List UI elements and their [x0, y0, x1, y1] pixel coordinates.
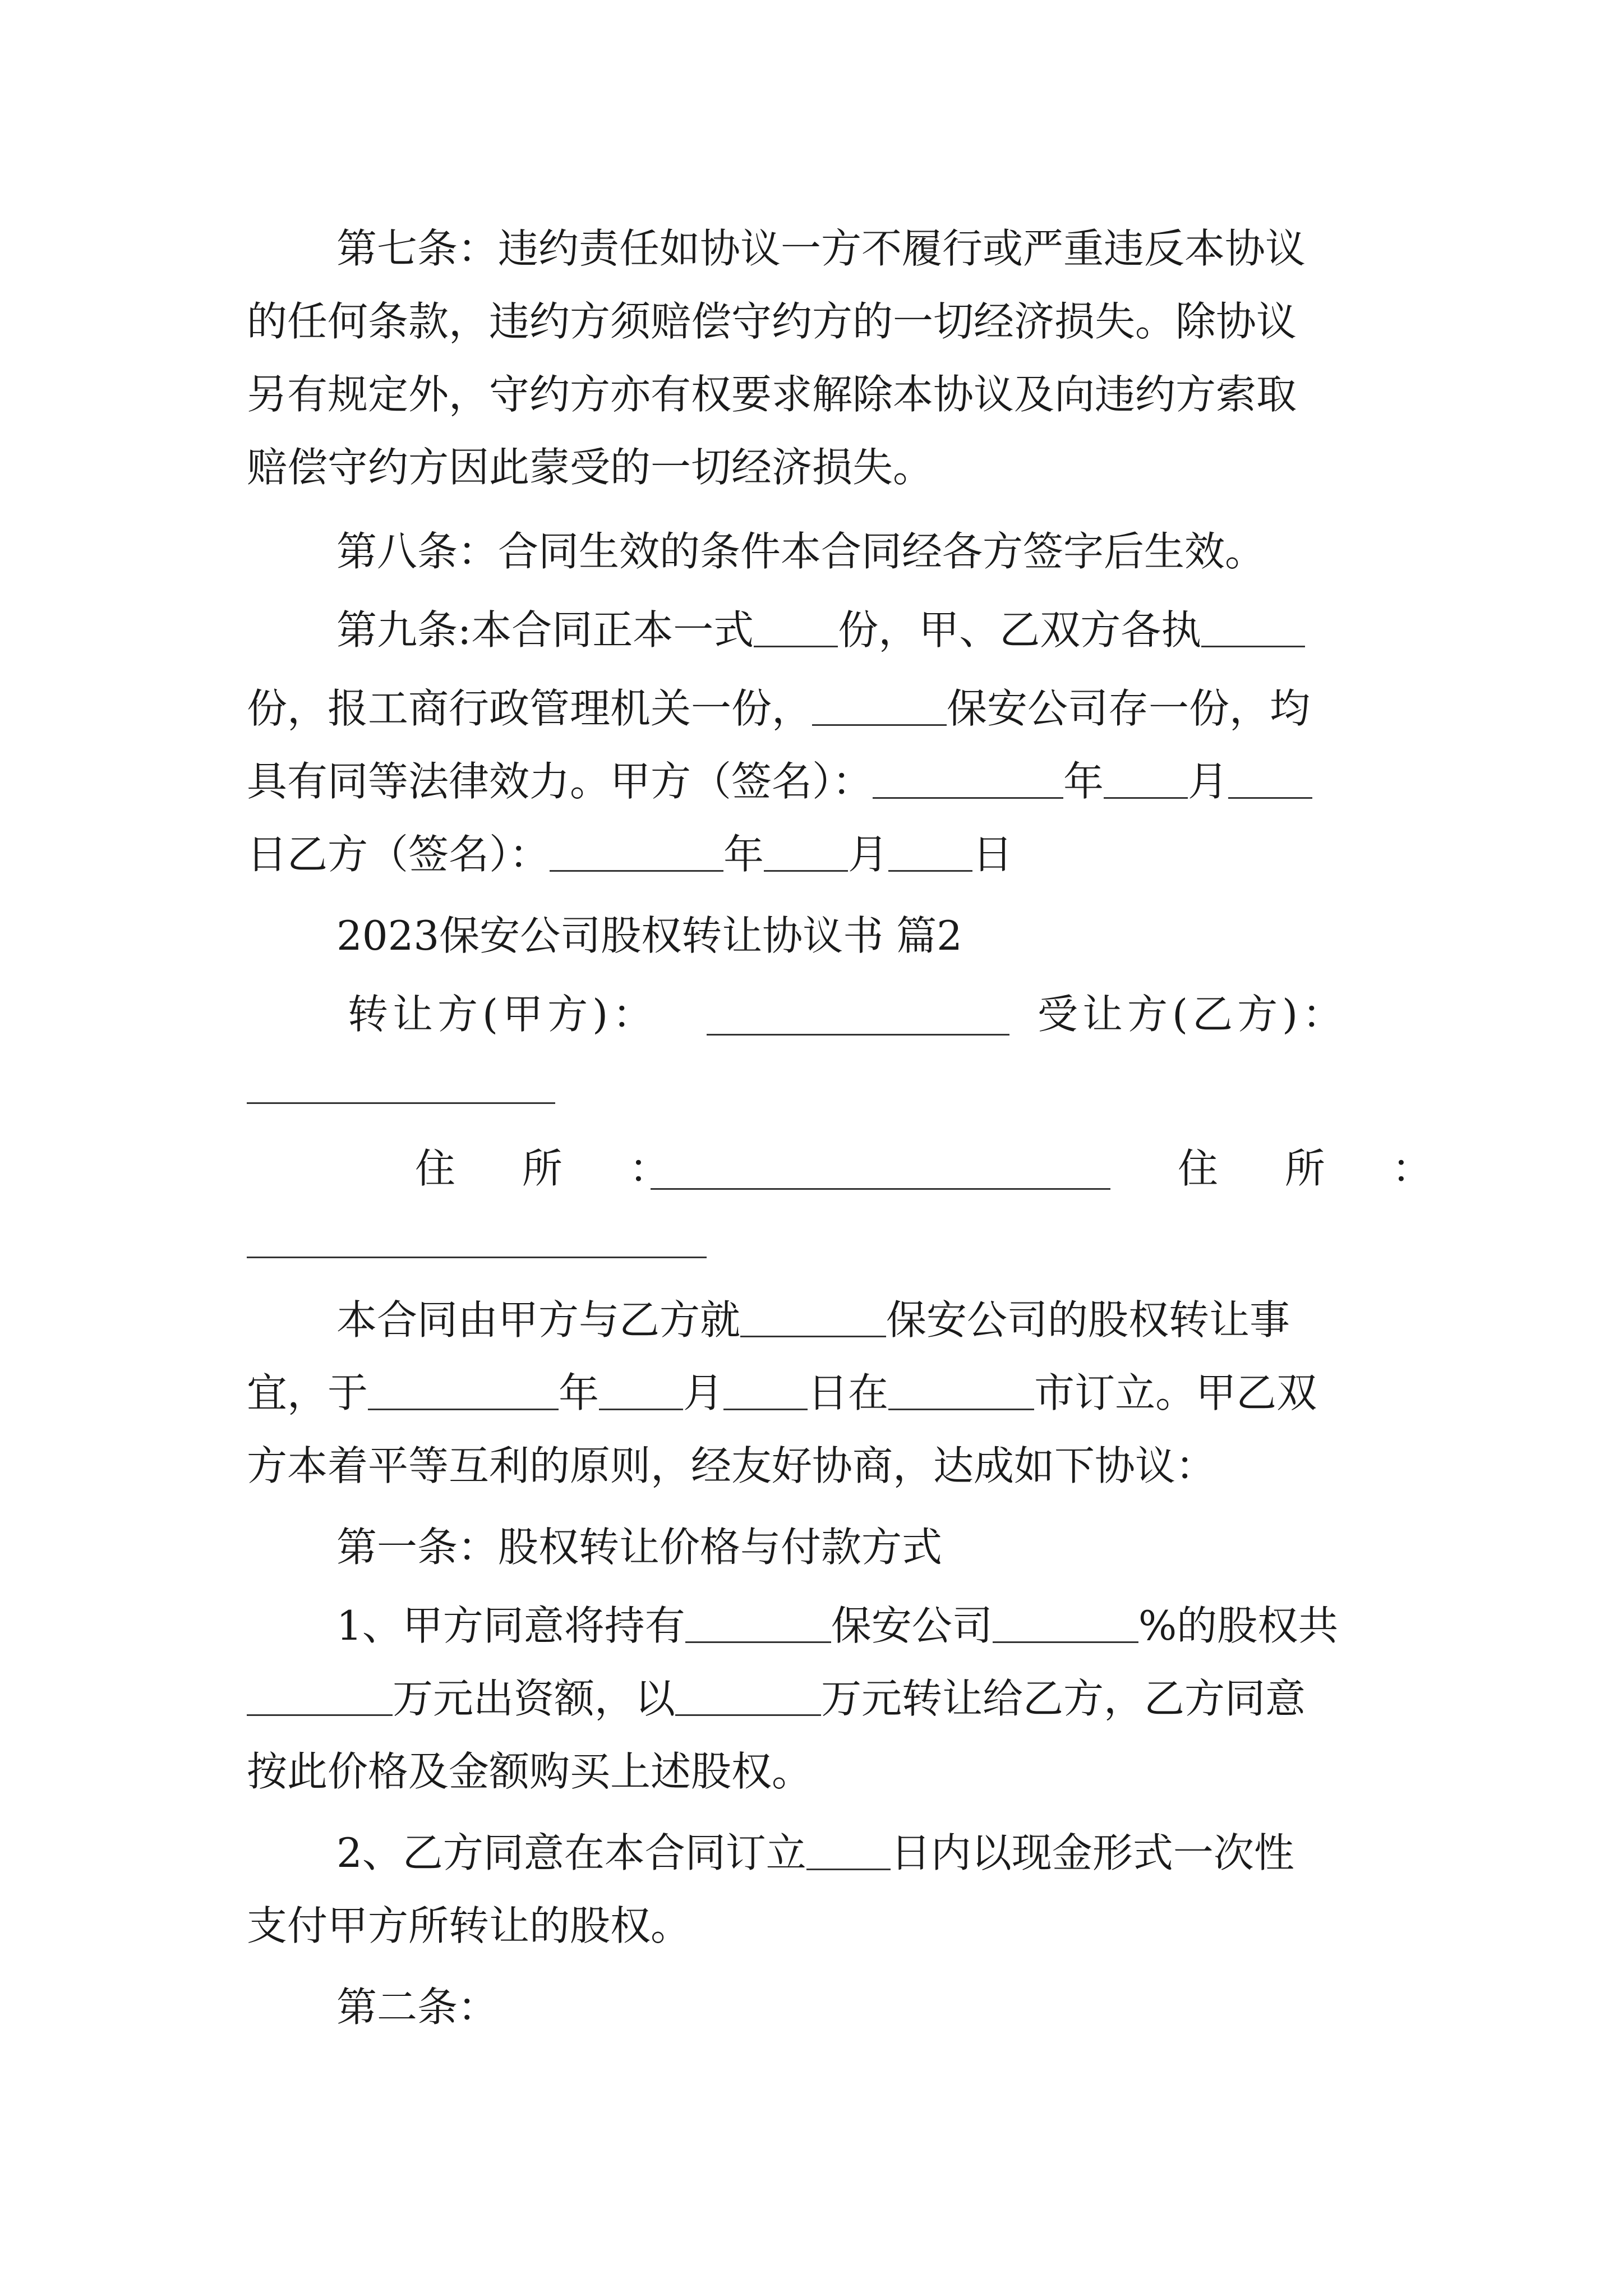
article-9-text-d: 保安公司存一份，均 — [947, 685, 1311, 732]
party-b-signature-blank[interactable] — [550, 831, 723, 872]
preamble-line-2 — [247, 1356, 1391, 1429]
preamble-text-e: 市订立。甲乙双 — [1034, 1369, 1317, 1416]
clause-2-line-1 — [247, 1816, 1391, 1889]
parties-line — [247, 978, 1391, 1051]
sign-month-label: 月 — [683, 1369, 724, 1416]
preamble-text-c: 宜，于 — [247, 1369, 368, 1416]
sign-year-blank[interactable] — [368, 1369, 559, 1410]
preamble-text-a: 本合同由甲方与乙方就 — [336, 1296, 741, 1343]
capital-amount-blank[interactable] — [247, 1675, 393, 1716]
transferor-label: 转让方(甲方)： — [348, 991, 658, 1038]
copies-blank[interactable] — [754, 606, 838, 647]
month-label-2: 月 — [848, 831, 889, 878]
article-7-line-4: 赔偿守约方因此蒙受的一切经济损失。 — [247, 444, 934, 491]
preamble-text-b: 保安公司的股权转让事 — [886, 1296, 1290, 1343]
preamble-line-1 — [247, 1283, 1391, 1356]
day-blank[interactable] — [1228, 758, 1312, 799]
clause-1-text-a: 1、甲方同意将持有 — [336, 1602, 685, 1649]
clause-2-text-a: 2、乙方同意在本合同订立 — [336, 1829, 806, 1876]
day-label-2: 日 — [972, 831, 1013, 878]
clause-1-line-3: 按此价格及金额购买上述股权。 — [247, 1748, 813, 1795]
clause-1-text-d: 万元出资额，以 — [393, 1675, 676, 1722]
held-company-blank[interactable] — [685, 1602, 831, 1643]
clause-1-line-2 — [247, 1662, 1391, 1735]
address-line — [247, 1132, 1459, 1205]
transferee-label: 受让方(乙方)： — [1038, 991, 1348, 1038]
article-9-line-4 — [247, 818, 1391, 891]
clause-1-text-e: 万元转让给乙方，乙方同意 — [821, 1675, 1306, 1722]
article-9-text-a: 第九条:本合同正本一式 — [336, 606, 754, 654]
clause-2-text-b: 日内以现金形式一次性 — [890, 1829, 1294, 1876]
article-9-text-c: 份，报工商行政管理机关一份， — [247, 685, 813, 732]
article-2-heading: 第二条： — [336, 1984, 499, 2031]
article-7-line-3: 另有规定外，守约方亦有权要求解除本协议及向违约方索取 — [247, 371, 1297, 418]
year-label-2: 年 — [723, 831, 764, 878]
clause-2-line-2: 支付甲方所转让的股权。 — [247, 1902, 691, 1949]
article-9-text-e: 具有同等法律效力。甲方（签名）： — [247, 758, 873, 805]
clause-1-text-b: 保安公司 — [831, 1602, 993, 1649]
each-copies-blank[interactable] — [1201, 606, 1305, 647]
share-percent-blank[interactable] — [993, 1602, 1138, 1643]
sign-day-blank[interactable] — [723, 1369, 808, 1410]
transferee-blank[interactable] — [247, 1102, 555, 1104]
transferor-address-label: 住 所 ： — [415, 1145, 697, 1192]
transferor-address-blank[interactable] — [651, 1149, 1110, 1190]
month-blank[interactable] — [1104, 758, 1188, 799]
payment-days-blank[interactable] — [806, 1829, 891, 1870]
transferee-address-label: 住 所 ： — [1178, 1145, 1459, 1192]
sign-year-label: 年 — [559, 1369, 600, 1416]
day-blank-2[interactable] — [888, 831, 972, 872]
article-9-line-2 — [247, 672, 1391, 745]
section-heading: 2023保安公司股权转让协议书 篇2 — [336, 912, 962, 959]
transfer-price-blank[interactable] — [675, 1675, 821, 1716]
article-9-line-1 — [247, 593, 1391, 666]
security-company-blank[interactable] — [812, 685, 947, 726]
clause-1-line-1 — [247, 1589, 1391, 1662]
transferor-blank[interactable] — [707, 995, 1009, 1036]
sign-month-blank[interactable] — [599, 1369, 683, 1410]
article-8-line: 第八条：合同生效的条件本合同经各方签字后生效。 — [336, 528, 1266, 575]
month-label: 月 — [1188, 758, 1229, 805]
preamble-text-d: 日在 — [808, 1369, 889, 1416]
year-label: 年 — [1063, 758, 1104, 805]
article-7-line-1: 第七条：违约责任如协议一方不履行或严重违反本协议 — [336, 225, 1306, 272]
preamble-line-3: 方本着平等互利的原则，经友好协商，达成如下协议： — [247, 1442, 1216, 1489]
article-9-text-b: 份，甲、乙双方各执 — [838, 606, 1202, 654]
party-b-signature-label: 日乙方（签名）： — [247, 831, 550, 878]
clause-1-text-c: %的股权共 — [1138, 1602, 1339, 1649]
sign-city-blank[interactable] — [888, 1369, 1034, 1410]
article-7-line-2: 的任何条款，违约方须赔偿守约方的一切经济损失。除协议 — [247, 298, 1297, 345]
party-a-signature-blank[interactable] — [873, 758, 1063, 799]
month-blank-2[interactable] — [764, 831, 848, 872]
transferee-address-blank[interactable] — [247, 1257, 707, 1258]
article-1-heading: 第一条：股权转让价格与付款方式 — [336, 1524, 943, 1571]
article-9-line-3 — [247, 745, 1391, 818]
company-name-blank[interactable] — [740, 1296, 886, 1337]
